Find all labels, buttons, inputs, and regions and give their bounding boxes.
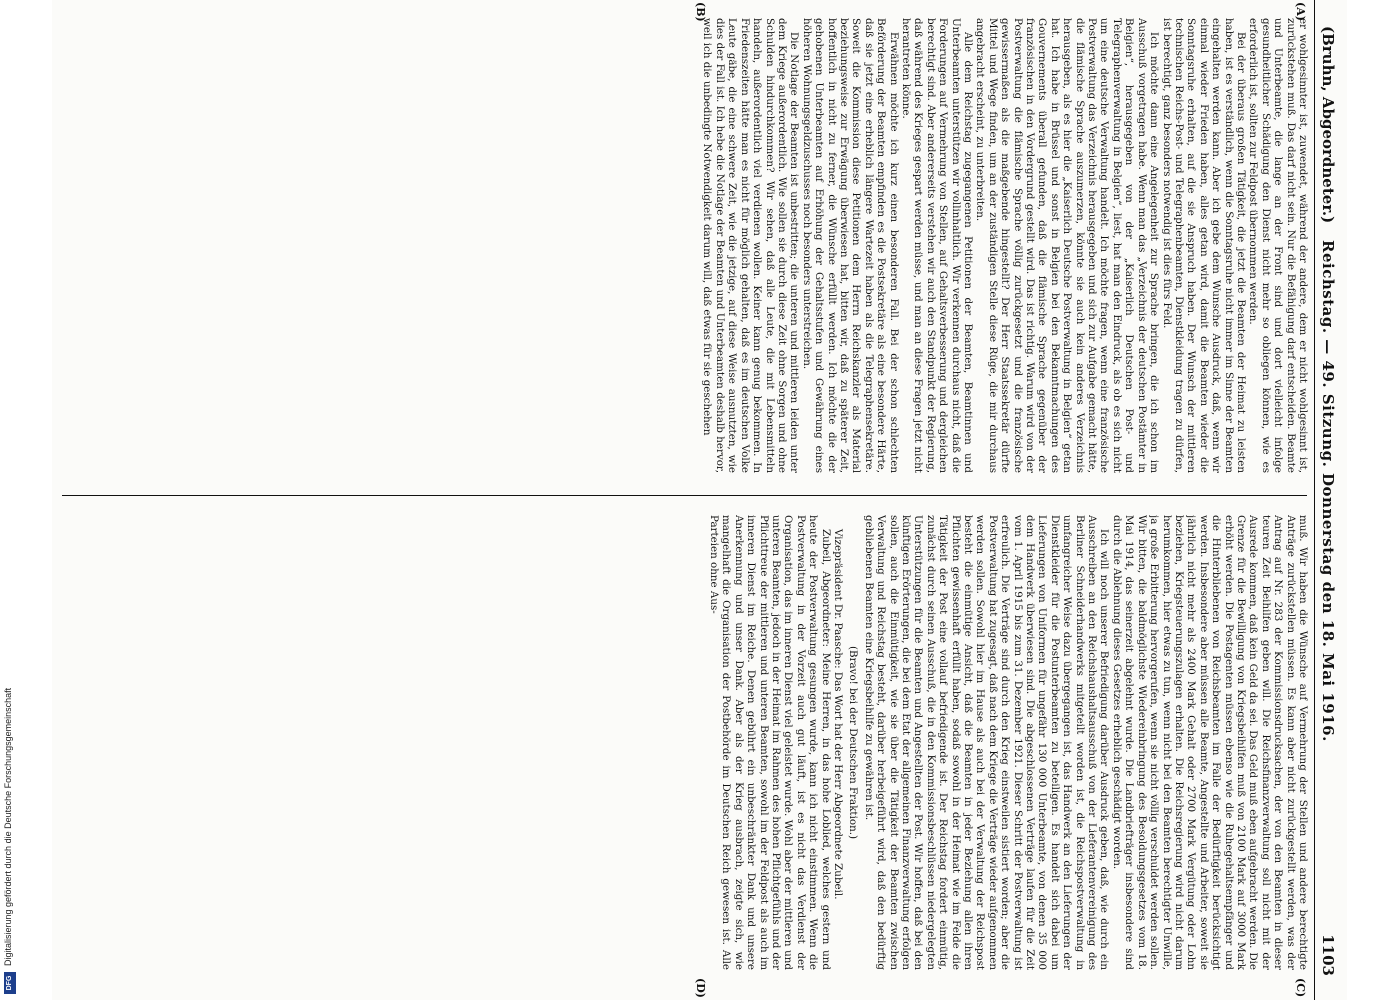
paragraph: muß. Wir haben die Wünsche auf Vermehrung der Stellen und andere berechtigte Anträge zurückstellen müssen. Es kann aber nicht zurückgestellt werden, was der Antrag auf Nr. 283 der Kommissionsdrucksachen, der von den Beamten in dieser teuren Zeit Beihilfen geben will. Die Reichsfinanzverwaltung soll nicht mit der Ausrede kommen, daß kein Geld da sei. Das Geld muß eben aufgebracht werden. Die Grenze für die Bewilligung von Kriegsbeihilfen muß von 2100 Mark auf 3000 Mark erhöht werden. Die Postagenten müssen ebenso wie die Ruhegehaltsempfänger und die Hinterbliebenen von Reichsbeamten im Falle der Bedürftigkeit berücksichtigt werden. Insbesondere aber müssen alle Beamte, Angestellte und Arbeiter, soweit sie jährlich nicht mehr als 2400 Mark Gehalt oder 2700 Mark Vergütung oder Lohn beziehen, Kriegsteuerungszulagen erhalten. Die Reichsregierung wird nicht darum herumkommen, hier etwas zu tun, wenn nicht bei den Beamten berechtigter Unwille, ja große Erbitterung hervorgerufen, wenn sie nicht völlig verschuldet werden sollen. Wir bitten, die baldmöglichste Wiedereinbringung des Besoldungsgesetzes vom 18. Mai 1914, das seinerzeit abgelehnt wurde. Die Landbriefträger insbesondere sind durch die Ablehnung dieses Gesetzes erheblich geschädigt worden. <box>1110 515 1309 970</box>
margin-mark-d: (D) <box>694 978 707 998</box>
header-speaker: (Bruhn, Abgeordneter.) <box>1319 26 1337 224</box>
paragraph: er wohlgesinnter ist, zuwendet, während der andere, dem er nicht wohlgesinnt ist, zurückstehen muß. Das darf nicht sein. Nur die Befähigung darf entscheiden. Beamte und Unterbeamte, die lange an der Front sind und dort vielleicht infolge gesundheitlicher Schädigung den Dienst nicht mehr so obliegen können, wie es erforderlich ist, sollten zur Feldpost übernommen werden. <box>1247 18 1309 473</box>
applause-note: (Bravo! bei der Deutschen Fraktion.) <box>847 645 860 839</box>
digitization-footer <box>0 0 24 1000</box>
page-number: 1103 <box>1319 934 1337 976</box>
newspaper-sheet <box>52 0 1347 1000</box>
left-column <box>57 18 1309 473</box>
paragraph: Ich will noch unserer Befriedigung darüber Ausdruck geben, daß, wie durch ein Ausschreiben an den Reichshaushaltsausschuß von der Lieferantenvereinigung des Berliner Schneiderhandwerks mitgeteilt worden ist, die Reichspostverwaltung in umfangreicher Weise dazu übergegangen ist, das Handwerk an den Lieferungen der Dienstkleider für die Postunterbeamten zu beteiligen. Es handelt sich dabei um Lieferungen von Uniformen für ungefähr 130 000 Unterbeamte, von denen 35 000 dem Handwerk überwiesen sind. Die abgeschlossenen Verträge laufen für die Zeit vom 1. April 1915 bis zum 31. Dezember 1921. Dieser Schritt der Postverwaltung ist erfreulich. Die Verträge sind durch den Krieg einstweilen sistiert worden; aber die Postverwaltung hat zugesagt, daß nach dem Kriege die Verträge wieder aufgenommen werden sollen. Sowohl hier im Hause als auch bei der Verwaltung der Reichspost besteht die einmütige Ansicht, daß die Beamten in jeder Beziehung allen ihren Pflichten gewissenhaft erfüllt haben, sodaß sowohl in der Heimat wie im Felde die Tätigkeit der Post eine vollauf befriedigende ist. Der Reichstag fordert einmütig, zunächst durch seinen Ausschuß, die in den Kommissionsbeschlüssen niedergelegten Unterstützungen für die Beamten und Angestellten der Post. Wir hoffen, daß bei den künftigen Erörterungen, die bei dem Etat der allgemeinen Finanzverwaltung erfolgen sollen, auch die Einmütigkeit, wie sie über die Tätigkeit der Beamten zwischen Verwaltung und Reichstag besteht, darüber herbeigeführt wird, daß den bedürftig gebliebenen Beamten eine Kriegsbeihilfe zu gewähren ist. <box>862 515 1111 970</box>
paragraph: Alle dem Reichstag zugegangenen Petitionen der Beamten, Beamtinnen und Unterbeamten unterstützen wir vollinhaltlich. Wir verkennen durchaus nicht, daß die Forderungen auf Vermehrung von Stellen, auf Gehaltsverbesserung und dergleichen berechtigt sind. Aber andererseits verstehen wir auch den Standpunkt der Regierung, daß während des Krieges gespart werden müsse, und man an diese Fragen jetzt nicht herantreten könne. <box>900 18 975 473</box>
paragraph: Die Notlage der Beamten ist unbestritten; die unteren und mittleren leiden unter dem Kriege außerordentlich. Wie sollen sie durch diese Zeit ohne Sorgen und ohne Schulden hindurchkommen? Wir sehen, daß alle Leute, die mit Lebensmitteln handeln, außerordentlich viel verdienen wollen. Keiner kann genug bekommen. In Friedenszeiten hätte man es nicht für möglich gehalten, daß es im deutschen Volke Leute gäbe, die eine schwere Zeit, wie die jetzige, auf diese Weise ausnutzten, wie dies der Fall ist. Ich hebe die Notlage der Beamten und Unterbeamten deshalb hervor, weil ich die unbedingte Notwendigkeit darum will, daß etwas für sie geschehen <box>701 18 801 473</box>
paragraph: Erwähnen möchte ich kurz einen besonderen Fall. Bei der schon schlechten Beförderung der Beamten empfinden es die Postsekretäre als eine besondere Härte, daß sie jetzt eine erheblich längere Wartezeit haben als die Telegraphensekretäre. Soweit die Kommission diese Petitionen dem Herrn Reichskanzler als Material beziehungsweise zur Erwägung überwiesen hat, bitten wir, daß zu späterer Zeit, hoffentlich in nicht zu ferner, die Wünsche erfüllt werden. Ich möchte die der gehobenen Unterbeamten auf Erhöhung der Gehaltsstufen und Gewährung eines höheren Wohnungsgeldzuschusses noch besonders unterstreichen. <box>800 18 900 473</box>
paragraph: Ich möchte dann eine Angelegenheit zur Sprache bringen, die ich schon im Ausschuß vorgetragen habe. Wenn man das „Verzeichnis der deutschen Postämter in Belgien“, herausgegeben von der „Kaiserlich Deutschen Post- und Telegraphenverwaltung in Belgien“, liest, hat man den Eindruck, als ob es sich nicht um eine deutsche Verwaltung handelt. Ich möchte fragen, wenn eine französische Postverwaltung das Verzeichnis herausgegeben und sich zur Aufgabe gemacht hätte, die flämische Sprache auszumerzen, könnte sie auch kein anderes Verzeichnis herausgeben, als es hier die „Kaiserlich Deutsche Postverwaltung in Belgien“ getan hat. Ich habe in Brüssel und sonst in Belgien bei den Bekanntmachungen des Gouvernements überall gefunden, daß die flämische Sprache gegenüber der französischen in den Vordergrund gestellt wird. Das ist richtig. Warum wird von der Postverwaltung die flämische Sprache völlig zurückgesetzt und die französische gewissermaßen als die maßgebende hingestellt? Der Herr Staatssekretär dürfte Mittel und Wege finden, um an der zuständigen Stelle diese Rüge, die mir durchaus angebracht erscheint, zu unterbreiten. <box>974 18 1161 473</box>
column-divider <box>62 495 1307 496</box>
dfg-logo-icon: DFG <box>4 972 16 994</box>
paragraph: Zubeil, Abgeordneter: Meine Herren, in das hohe Loblied, welches gestern und heute der Postverwaltung gesungen wurde, kann ich nicht einstimmen. Wenn die Postverwaltung in der Vorzeit auch gut läuft, ist es nicht das Verdienst der Organisation, das im inneren Dienst viel geleistet wurde. Wohl aber der mittleren und unteren Beamten, jedoch in der Heimat im Rahmen des hohen Pflichtgefühls und der Pflichttreue der mittleren und unteren Beamten, sowohl im der Feldpost als auch im inneren Dienst im Reiche. Denen gebührt ein unbeschränkter Dank und unsere Anerkennung und unser Dank. Aber als der Krieg ausbrach, zeigte sich, wie mangelhaft die Organisation der Postbehörde im Deutschen Reich gewesen ist. Alle Parteien ohne Aus- <box>707 515 832 970</box>
footer-credit: Digitalisierung gefördert durch die Deutsche Forschungsgemeinschaft <box>3 687 13 966</box>
margin-mark-b: (B) <box>694 2 707 22</box>
page-header <box>1314 0 1345 1000</box>
speaker-intro: Vizepräsident Dr. Paasche: Das Wort hat der Herr Abgeordnete Zubeil. <box>831 529 844 900</box>
header-title: Reichstag. — 49. Sitzung. Donnerstag den 18. Mai 1916. <box>1319 240 1337 742</box>
right-column <box>57 515 1309 970</box>
margin-mark-c: (C) <box>1294 978 1307 998</box>
margin-mark-a: (A) <box>1294 2 1307 21</box>
paragraph: Bei der überaus großen Tätigkeit, die jetzt die Beamten der Heimat zu leisten haben, ist es verständlich, wenn die Sonntagsruhe nicht immer im Sinne der Beamten eingehalten werden kann. Aber ich gebe dem Wunsche Ausdruck, daß, wenn wir einmal wieder Frieden haben, alles getan wird, damit die Beamten wieder die Sonntagsruhe erhalten, auf die sie Anspruch haben. Der Wunsch der mittleren technischen Reichs-Post- und Telegraphenbeamten, Dienstkleidung tragen zu dürfen, ist berechtigt, ganz besonders notwendig ist dies fürs Feld. <box>1160 18 1247 473</box>
